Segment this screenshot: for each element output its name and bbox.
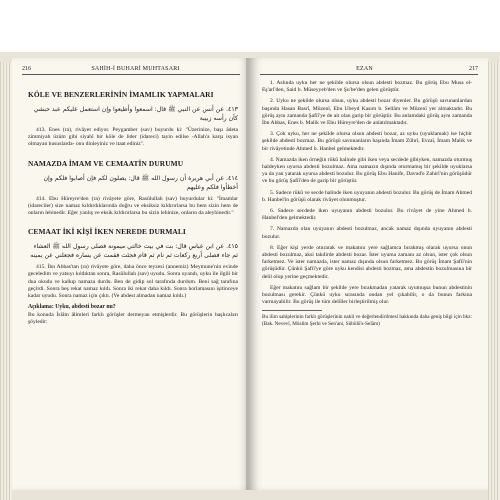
paragraph: 6. Sadece secdede iken uyuyanın abdesti bozulur. Bu rivâyet de yine Ahmed b. Hanbel'den gelmektedir. [262,208,472,222]
section-heading: KÖLE VE BENZERLERİNİN İMAMLIK YAPMALARI [28,90,214,99]
page-edges-right [488,62,500,500]
hadith-translation: 415. İbn Abbas'tan (ra) rivâyete göre, daha önce teyzesi (annemiz) Meymune'nin evinde geceledim ve yatsıyı kıldıktan sonra, Rasûlullah (sav) uyudu. Sonra uyandı, uyku ile ilgili bir dua okudu ve kalkıp namaza durdu. Ben de gidip sol tarafında durdum. Beni sağ tarafına geçirdi. Sonra beş rekat namaz kıldı. Sonra iki rekat daha kıldı. Sonra horlamasını işitinceye kadar uyudu. Sonra namaz için çıktı. (Ve abdest almadan namaz kıldı.) [28,264,238,300]
running-title: EZAN [356,66,373,72]
paragraph: 7. Namazda olan uyuyanın abdesti bozulmaz, ancak namaz dışında uyuyanın abdesti bozulur. [262,226,472,240]
left-page-content [28,80,238,331]
paragraph: 5. Sadece rükû ve secde halinde iken uyuyanın abdesti bozulur. Bu görüş de İmam Ahmed b. Hanbel'in görüşü olarak rivâyet olunmuştur. [262,189,472,203]
paragraph: 8. Eğer kişi yerde oturarak ve makatını yere sağlamca bırakmış olarak uyursa onun abdesti bozulmaz, aksi takdirde abdesti bozar. İster uyuma zamanı az olsun, ister çok olsun farketmez. Ve ister namazda, ister namaz dışında olsun farketmez. Bu görüş İmam Şafiî'nin görüşüdür. Çünkü Şafiî'ye göre uyku kendisi abdesti bozmaz, ama abdestin bozulmasına bir delil olup yerine geçmektedir. [262,244,472,280]
paragraph: 2. Uyku ne şekilde olursa olsun, uyku abdesti bozar diyenler. Bu görüşü savunanlardan başında Hasan Basrî, Müzenî, Ebu Ubeyd Kasım b. Sellâm ve Mûzenî yer almaktadır. Bu görüş aynı zamanda Şafiî'ye de ait olan garip bir görüştür. Bu anlamdaki görüş aynı zamanda İbn Abbas, Enes b. Malik ve Ebu Hüreyre'den de anlatılmaktadır. [262,98,472,127]
paragraph: 4. Namazda iken örneğin rükû halinde gibi iken veya secdede gibiyken, namazda oturmuş haldeyken uyursa abdesti bozulmaz. Ama namazın dışında oturmamış bir şekilde uyuklarsa ya da yan yatarak uyursa abdesti bozulur. Bu görüş Ebu Hanife, Davud'e Zahirî'nin görüşüdür ve bu görüş Şafiî'den de garip bir görüştür. [262,156,472,185]
page-edges-left [0,62,12,500]
right-page [250,58,488,490]
page-number: 217 [468,66,478,72]
section-heading: CEMAAT İKİ KİŞİ İKEN NEREDE DURMALI [28,227,186,237]
left-running-head [22,66,240,75]
explanation-text: Bu konuda İslâm âlimleri farklı görüşler dermeyan etmişlerdir. Bu görüşlerin başlıcaları şöyledir: [28,312,238,326]
footnote-divider [262,310,322,311]
paragraph: 3. Çok uyku, her ne şekilde olursa olsun abdesti bozar, az uyku (uyuklamak) ise hiçbir şekilde abdesti bozmaz. Bu görüşü savunanların başında İmam Zührî, Evzaî, İmam Malik ve bir rivâyetinde Ahmed b. Hanbel gelmektedir. [262,131,472,152]
page-number: 216 [22,66,31,72]
paragraph: Eğer makatını sağlam bir şekilde yere bırakmadan yatarak uyumuşsa bunun abdestinin bozulması gerekir. Çünkü uyku sırasında ondan yel çıkabilir, o da bunun farkına varmayabilir. Bu görüş ile tüm deliller birleştirilmiş olur. [262,284,472,306]
section-heading: NAMAZDA İMAM VE CEMAATİN DURUMU [28,158,184,168]
explanation-heading: Açıklama: Uyku, abdesti bozar mı? [28,304,116,311]
arabic-hadith-text: ٤١٥. عن ابن عباس قال: بت في بيت خالتي ميمونة فصلى رسول الله ﷺ العشاء ثم جاء فصلى أربع ركعات ثم نام ثم قام فجئت فقمت عن يساره فجعلني عن يمينه [30,243,238,260]
right-running-head [260,66,478,75]
right-page-content [262,80,472,328]
footnote: Bu ilim sahiplerinin farklı görüşlerinin nakli ve değerlendirilmesi hakkında daha geniş bilgi için bkz: (Bak. Nevevî, Müslim Şerhi ve Sen'ani, Sübülü's-Selâm) [262,314,472,328]
hadith-translation: 414. Ebu Hüreyre'den (ra) rivâyete göre, Rasûlullah (sav) buyurdular ki: "İmamlar (idareciler) size namaz kıldırdıklarında doğru ve eksiksiz kıldırırlarsa bu hem sizin hem de onların lehinedir. Eğer yanlış ve eksik kıldırırlarsa bu sizin lehinize, onların da aleyhinedir." [28,195,238,217]
hadith-translation: 413. Enes (ra), rivâyet ediyor. Peygamber (sav) buyurdu ki: "Üzerinize, başı âdeta zimmiyah üzüm gibi siyahî bir köle de lider (idareci) tayin edilse -Allah'a karşı isyan olmayan hususlarda- onu dinleyiniz ve itaat ediniz". [28,127,238,148]
running-title: SAHİH-İ BUHARİ MUHTASARI [91,66,180,72]
paragraph: 1. Aslında uyku her ne şekilde olursa olsun abdesti bozmaz. Bu görüş Ebu Musa el-Eş'arî'den, Said b. Müseyyeb'den ve Şu'be'den gelen görüştür. [262,80,472,94]
arabic-hadith-text: ٤١٣. عن أنس عن النبي ﷺ قال: اسمعوا وأطيعوا وإن استعمل عليكم عبد حبشي كأن رأسه زبيبة [33,106,238,122]
arabic-hadith-text: ٤١٤. عن أبي هريرة أن رسول الله ﷺ قال: يصلون لكم فإن أصابوا فلكم وإن أخطأوا فلكم وعليهم [43,174,238,191]
left-page [12,58,250,490]
